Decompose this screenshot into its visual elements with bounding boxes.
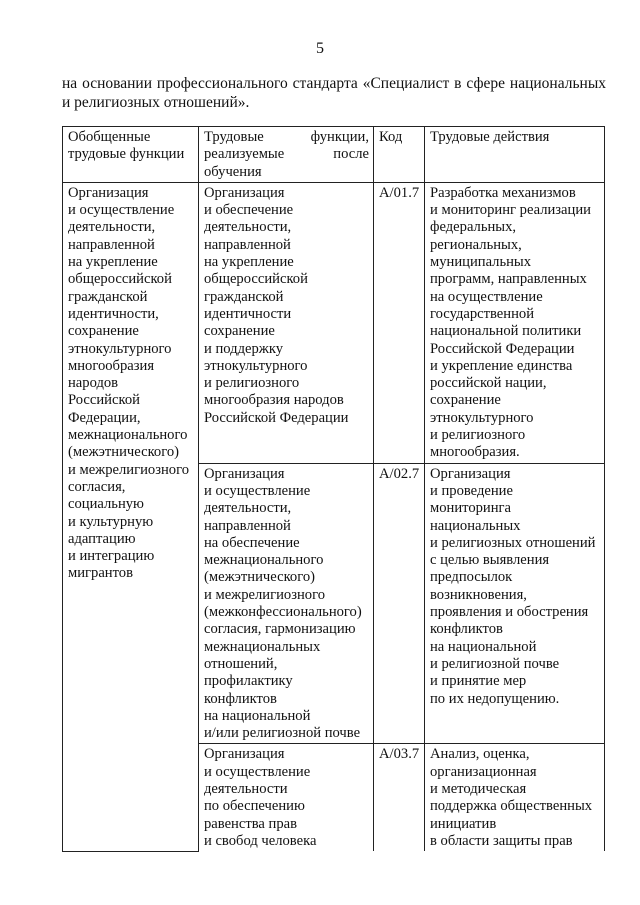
cell-line: многообразия народов	[204, 392, 344, 409]
table-header-row	[63, 127, 605, 183]
cell-line: деятельности,	[204, 500, 292, 517]
cell-line: и свобод человека	[204, 832, 317, 849]
labor-actions-cell	[425, 182, 605, 463]
cell-line: Российской Федерации	[204, 409, 349, 426]
cell-line: гражданской	[68, 288, 148, 305]
cell-line: по их недопущению.	[430, 690, 560, 707]
cell-line: инициатив	[430, 815, 497, 832]
cell-line: Разработка механизмов	[430, 184, 576, 201]
cell-line: деятельности	[204, 780, 288, 797]
cell-line: и культурную	[68, 513, 154, 530]
cell-line: профилактику	[204, 673, 293, 690]
cell-line: на укрепление	[68, 254, 158, 271]
cell-line: многообразия	[68, 357, 155, 374]
cell-line: Организация	[68, 184, 149, 201]
code-value: А/01.7	[379, 184, 420, 201]
cell-line: на осуществление	[430, 288, 543, 305]
cell-line: межнационального	[68, 427, 188, 444]
header-generalized-functions	[63, 127, 199, 183]
cell-line: и религиозного	[430, 427, 526, 444]
cell-line: и осуществление	[204, 482, 311, 499]
cell-line: (межэтнического)	[68, 444, 179, 461]
header-line: Код	[379, 129, 403, 145]
cell-line: гражданской	[204, 288, 284, 305]
cell-line: региональных,	[430, 236, 522, 253]
intro-paragraph	[62, 74, 606, 112]
cell-line: Организация	[204, 465, 285, 482]
cell-line: Российской Федерации	[430, 340, 575, 357]
cell-line: и обеспечение	[204, 202, 294, 219]
cell-line: Российской	[68, 392, 140, 409]
header-line: Трудовые действия	[430, 129, 550, 145]
cell-line: в области защиты прав	[430, 832, 573, 849]
cell-line: на национальной	[430, 638, 537, 655]
cell-line: Организация	[430, 465, 511, 482]
cell-line: Организация	[204, 184, 285, 201]
cell-line: направленной	[68, 236, 155, 253]
cell-line: проявления и обострения	[430, 604, 589, 621]
cell-line: и методическая	[430, 780, 527, 797]
cell-line: программ, направленных	[430, 271, 587, 288]
code-cell	[374, 744, 425, 851]
cell-line: отношений,	[204, 655, 278, 672]
cell-line: общероссийской	[68, 271, 172, 288]
cell-line: с целью выявления	[430, 552, 550, 569]
header-code	[374, 127, 425, 183]
cell-line: направленной	[204, 236, 291, 253]
cell-line: и межрелигиозного	[68, 461, 190, 478]
cell-line: Анализ, оценка,	[430, 746, 530, 763]
cell-line: (межэтнического)	[204, 569, 315, 586]
page-number: 5	[316, 40, 324, 57]
cell-line: Организация	[204, 746, 285, 763]
cell-line: этнокультурного	[430, 409, 534, 426]
cell-line: Федерации,	[68, 409, 141, 426]
cell-line: сохранение	[430, 392, 501, 409]
header-labor-functions	[199, 127, 374, 183]
cell-line: согласия, гармонизацию	[204, 621, 356, 638]
cell-line: сохранение	[204, 323, 275, 340]
labor-function-cell	[199, 182, 374, 463]
cell-line: возникновения,	[430, 586, 527, 603]
cell-line: российской нации,	[430, 375, 547, 392]
cell-line: общероссийской	[204, 271, 308, 288]
cell-line: и укрепление единства	[430, 357, 573, 374]
cell-line: межнациональных	[204, 638, 321, 655]
intro-line: и религиозных отношений».	[62, 94, 250, 111]
cell-line: и осуществление	[68, 202, 175, 219]
cell-line: на укрепление	[204, 254, 294, 271]
cell-line: национальных	[430, 517, 521, 534]
cell-line: народов	[68, 375, 119, 392]
cell-line: идентичности	[204, 305, 292, 322]
cell-line: и религиозных отношений	[430, 534, 596, 551]
cell-line: и межрелигиозного	[204, 586, 326, 603]
cell-line: деятельности,	[204, 219, 292, 236]
cell-line: социальную	[68, 496, 144, 513]
cell-line: на национальной	[204, 707, 311, 724]
intro-line: на основании профессионального стандарта «Специалист в сфере национальных	[62, 75, 606, 92]
labor-actions-cell	[425, 744, 605, 851]
cell-line: по обеспечению	[204, 798, 305, 815]
cell-line: мигрантов	[68, 565, 133, 582]
header-line: Обобщенные	[68, 129, 151, 145]
cell-line: адаптацию	[68, 530, 136, 547]
cell-line: и религиозного	[204, 375, 300, 392]
cell-line: и проведение	[430, 482, 513, 499]
cell-line: сохранение	[68, 323, 139, 340]
cell-line: на обеспечение	[204, 534, 300, 551]
code-cell	[374, 463, 425, 744]
cell-line: организационная	[430, 763, 537, 780]
cell-line: предпосылок	[430, 569, 513, 586]
cell-line: направленной	[204, 517, 291, 534]
cell-line: и принятие мер	[430, 673, 527, 690]
cell-line: межнационального	[204, 552, 324, 569]
cell-line: этнокультурного	[68, 340, 172, 357]
cell-line: (межконфессионального)	[204, 604, 362, 621]
cell-line: равенства прав	[204, 815, 298, 832]
cell-line: мониторинга	[430, 500, 512, 517]
labor-function-cell	[199, 463, 374, 744]
cell-line: национальной политики	[430, 323, 582, 340]
header-line: трудовые функции	[68, 146, 185, 163]
cell-line: деятельности,	[68, 219, 156, 236]
header-line: Трудовые функции,	[204, 129, 369, 145]
cell-line: идентичности,	[68, 305, 159, 322]
table-row	[63, 182, 605, 463]
cell-line: конфликтов	[430, 621, 503, 638]
cell-line: и/или религиозной почве	[204, 725, 361, 742]
header-labor-actions	[425, 127, 605, 183]
cell-line: федеральных,	[430, 219, 517, 236]
cell-line: согласия,	[68, 478, 126, 495]
cell-line: поддержка общественных	[430, 798, 593, 815]
cell-line: и интеграцию	[68, 548, 155, 565]
cell-line: конфликтов	[204, 690, 277, 707]
header-line: обучения	[204, 163, 262, 180]
generalized-function-cell	[63, 182, 199, 851]
labor-actions-cell	[425, 463, 605, 744]
cell-line: государственной	[430, 305, 535, 322]
cell-line: и поддержку	[204, 340, 284, 357]
cell-line: и осуществление	[204, 763, 311, 780]
competency-table	[62, 126, 605, 852]
cell-line: и религиозной почве	[430, 655, 560, 672]
cell-line: многообразия.	[430, 444, 520, 461]
cell-line: этнокультурного	[204, 357, 308, 374]
cell-line: муниципальных	[430, 254, 532, 271]
code-value: А/02.7	[379, 465, 420, 482]
code-value: А/03.7	[379, 746, 420, 763]
code-cell	[374, 182, 425, 463]
cell-line: и мониторинг реализации	[430, 202, 591, 219]
header-line: реализуемые после	[204, 146, 369, 163]
labor-function-cell	[199, 744, 374, 851]
